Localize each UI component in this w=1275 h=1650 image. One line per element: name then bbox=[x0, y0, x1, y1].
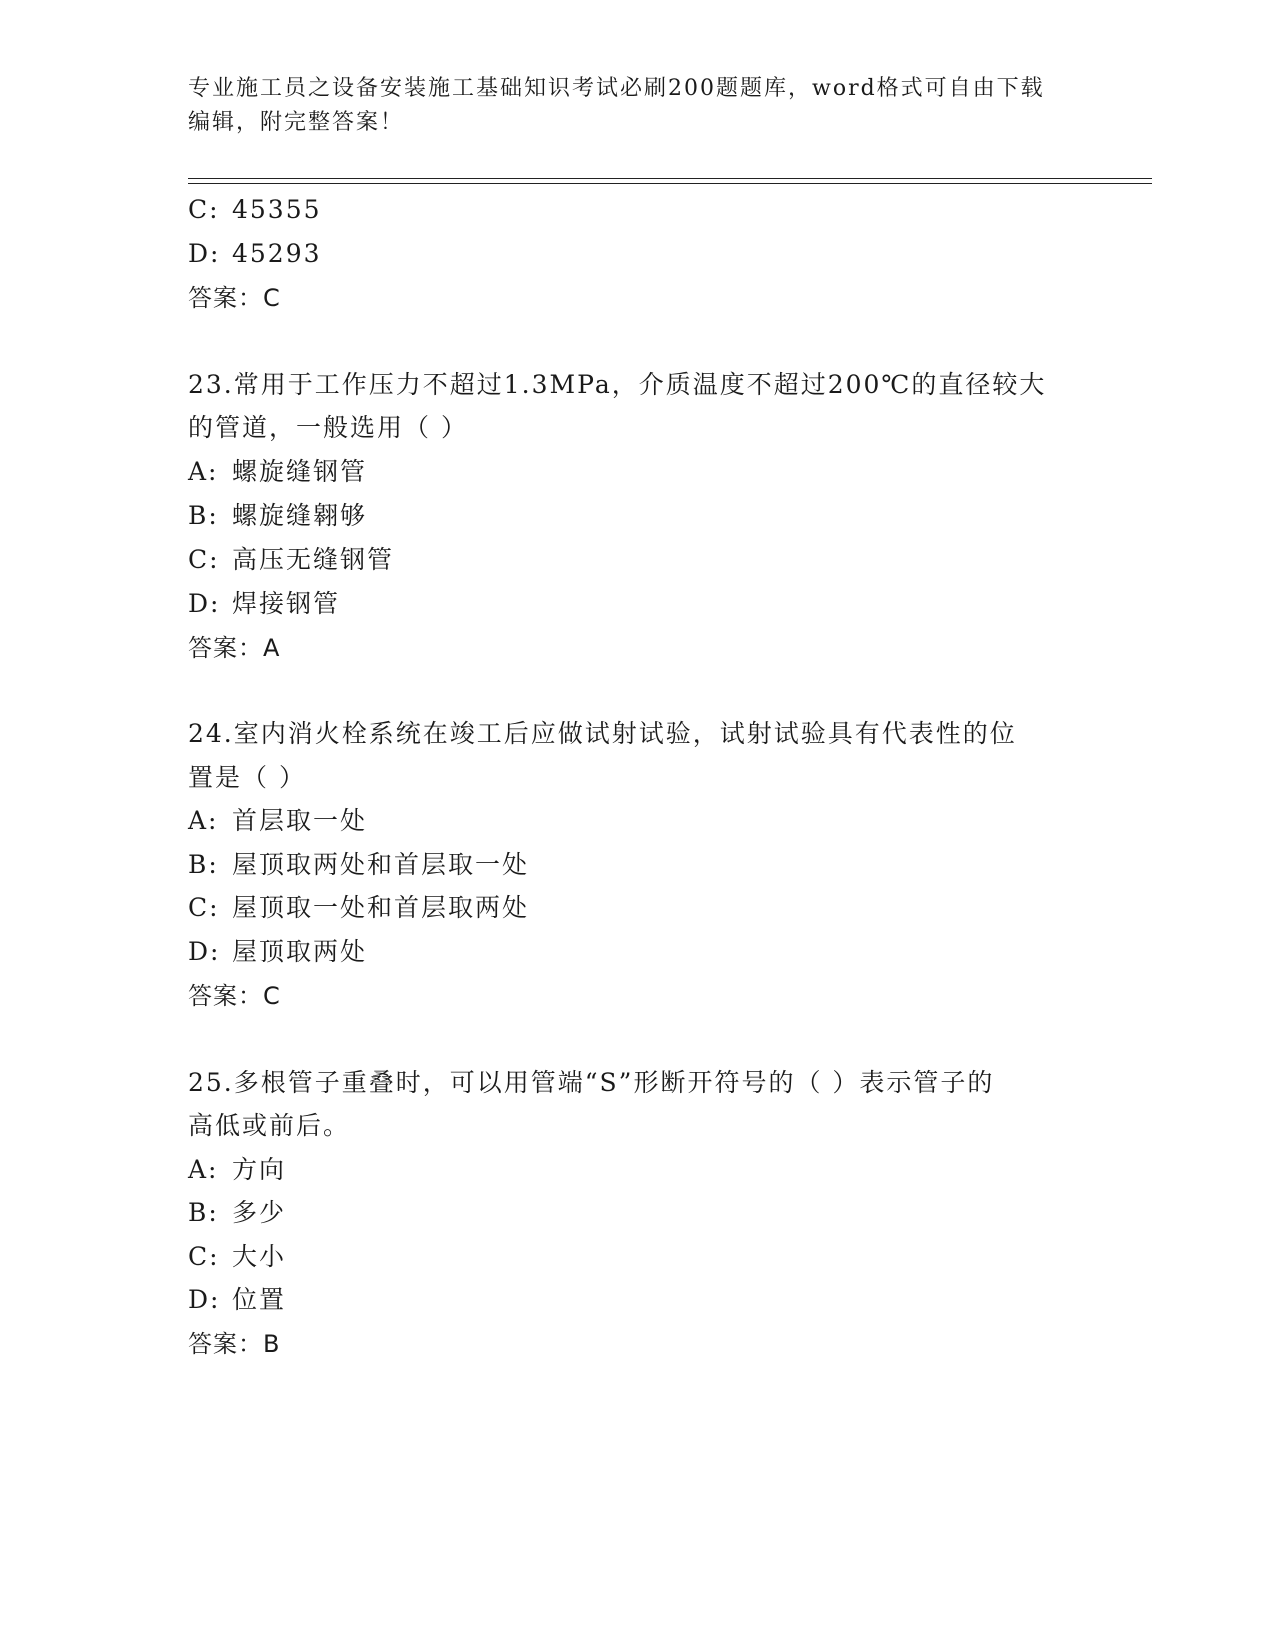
option-letter: B: bbox=[188, 850, 219, 879]
option-text: 位置 bbox=[232, 1285, 287, 1314]
q22-answer: 答案：C bbox=[188, 284, 281, 312]
option-text: 螺旋缝钢管 bbox=[232, 457, 368, 486]
q23-stem-line-1: 23.常用于工作压力不超过1.3MPa，介质温度不超过200℃的直径较大 bbox=[188, 370, 1047, 399]
q25-option-d bbox=[188, 1283, 286, 1317]
option-letter: B: bbox=[188, 501, 219, 530]
option-letter: A: bbox=[188, 1155, 219, 1184]
option-letter: D: bbox=[188, 239, 221, 268]
q25-stem-line-1: 25.多根管子重叠时，可以用管端“S”形断开符号的（ ）表示管子的 bbox=[188, 1068, 995, 1097]
option-text: 方向 bbox=[232, 1155, 287, 1184]
q23-option-d bbox=[188, 587, 340, 621]
option-text: 螺旋缝翱够 bbox=[232, 501, 368, 530]
option-text: 大小 bbox=[232, 1242, 287, 1271]
q22-option-d bbox=[188, 237, 322, 271]
option-letter: D: bbox=[188, 589, 221, 618]
option-text: 多少 bbox=[232, 1198, 287, 1227]
q22-option-c bbox=[188, 193, 322, 227]
header-title-line-2: 编辑，附完整答案！ bbox=[188, 110, 405, 135]
q24-option-c bbox=[188, 891, 529, 925]
option-letter: C: bbox=[188, 1242, 220, 1271]
option-letter: B: bbox=[188, 1198, 219, 1227]
option-text: 屋顶取两处 bbox=[232, 937, 368, 966]
q24-stem-line-1: 24.室内消火栓系统在竣工后应做试射试验，试射试验具有代表性的位 bbox=[188, 719, 1017, 748]
header-divider-bottom bbox=[188, 183, 1152, 184]
q25-answer: 答案：B bbox=[188, 1330, 281, 1358]
option-letter: C: bbox=[188, 545, 220, 574]
q23-option-b bbox=[188, 499, 367, 533]
option-letter: D: bbox=[188, 1285, 221, 1314]
q25-option-c bbox=[188, 1240, 286, 1274]
option-text: 屋顶取两处和首层取一处 bbox=[232, 850, 530, 879]
option-letter: A: bbox=[188, 806, 219, 835]
header-divider-top bbox=[188, 178, 1152, 179]
q24-option-a bbox=[188, 804, 367, 838]
q23-option-a bbox=[188, 455, 367, 489]
q24-option-b bbox=[188, 848, 529, 882]
q25-stem-line-2: 高低或前后。 bbox=[188, 1111, 351, 1140]
option-letter: A: bbox=[188, 457, 219, 486]
option-text: 焊接钢管 bbox=[232, 589, 341, 618]
q25-option-a bbox=[188, 1153, 286, 1187]
q24-stem-line-2: 置是（ ） bbox=[188, 763, 306, 792]
q23-answer: 答案：A bbox=[188, 634, 281, 662]
q23-option-c bbox=[188, 543, 394, 577]
q24-option-d bbox=[188, 935, 367, 969]
header-title-line-1: 专业施工员之设备安装施工基础知识考试必刷200题题库，word格式可自由下载 bbox=[188, 76, 1045, 101]
q23-stem-line-2: 的管道，一般选用（ ） bbox=[188, 413, 468, 442]
option-letter: C: bbox=[188, 195, 220, 224]
option-text: 45293 bbox=[232, 239, 322, 268]
option-text: 45355 bbox=[232, 195, 322, 224]
option-letter: C: bbox=[188, 893, 220, 922]
option-text: 屋顶取一处和首层取两处 bbox=[232, 893, 530, 922]
option-text: 高压无缝钢管 bbox=[232, 545, 395, 574]
option-text: 首层取一处 bbox=[232, 806, 368, 835]
document-header bbox=[188, 72, 1088, 140]
q25-option-b bbox=[188, 1196, 286, 1230]
option-letter: D: bbox=[188, 937, 221, 966]
q24-answer: 答案：C bbox=[188, 982, 281, 1010]
